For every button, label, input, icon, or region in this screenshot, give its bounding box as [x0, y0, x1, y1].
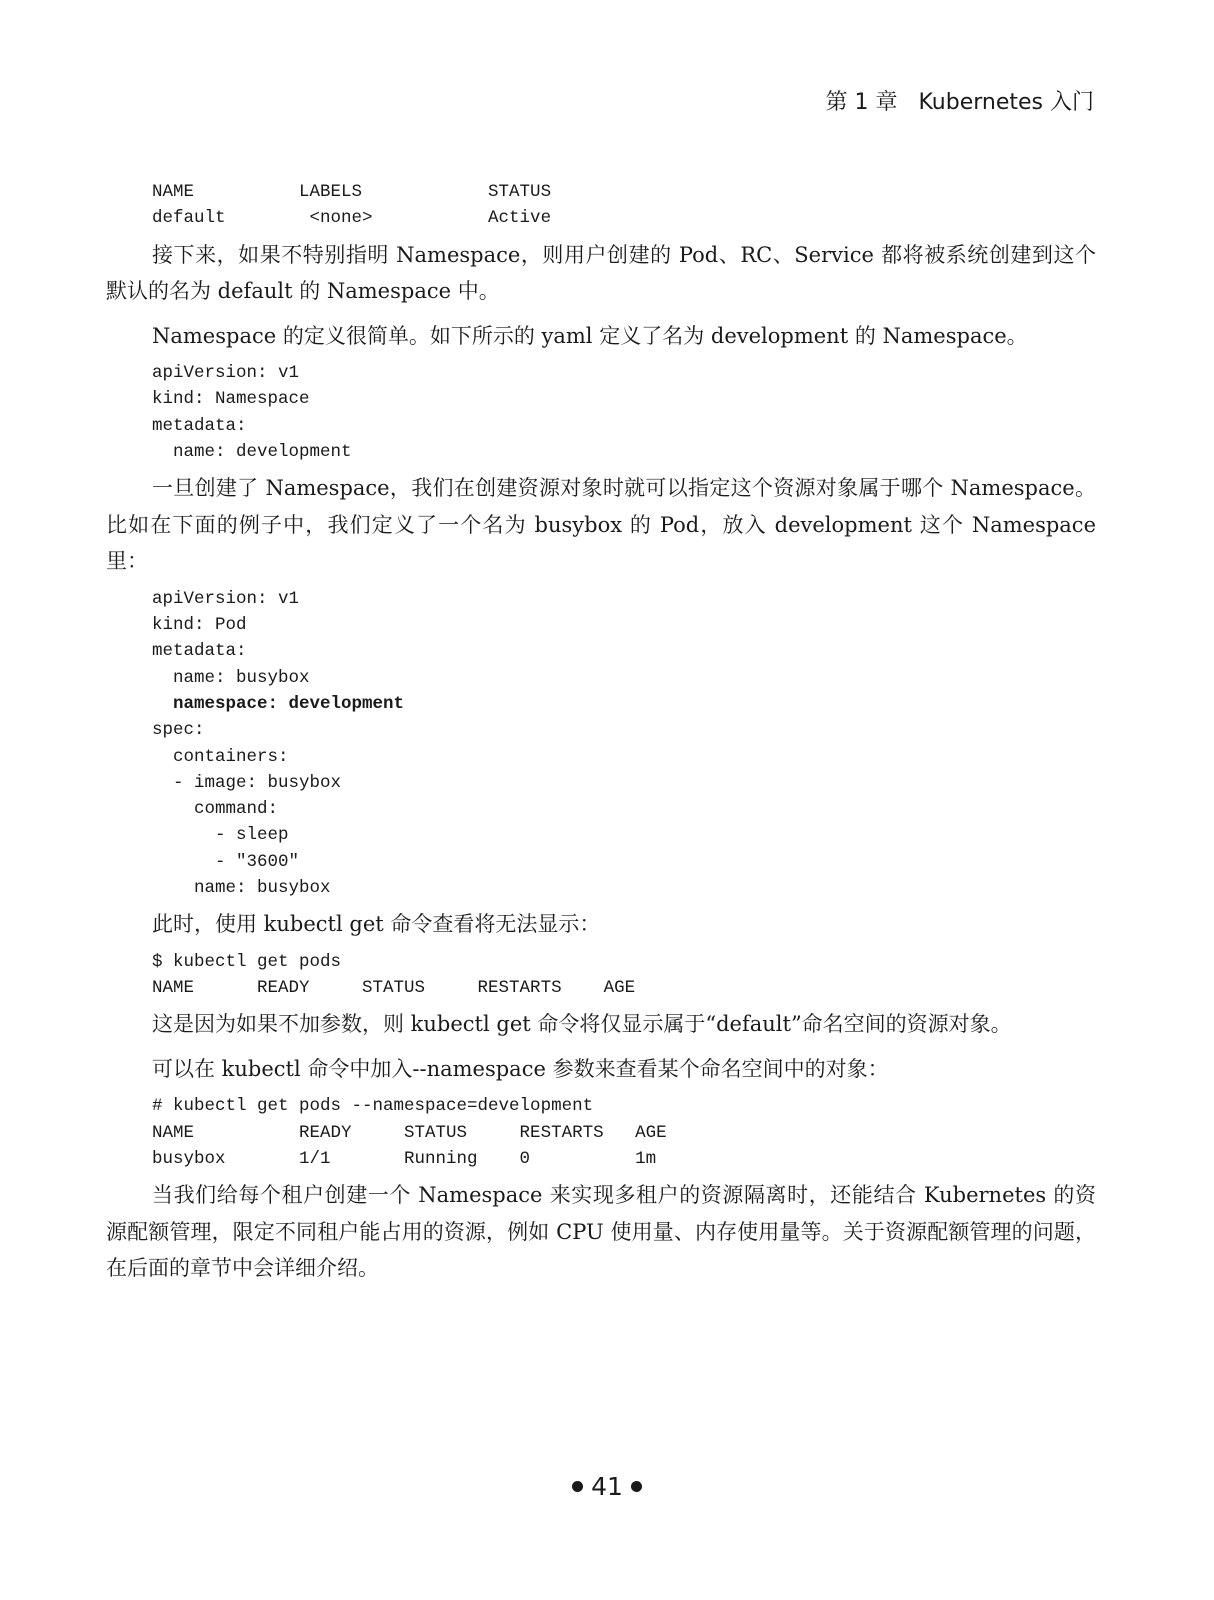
code-line: busybox 1/1 Running 0 1m — [152, 1149, 657, 1170]
code-line: # kubectl get pods --namespace=development — [152, 1096, 594, 1117]
code-line: containers: — [152, 746, 289, 767]
code-line: metadata: — [152, 415, 247, 436]
code-line: default <none> Active — [152, 208, 552, 229]
code-block-namespace-yaml — [106, 360, 1096, 465]
code-line: kind: Namespace — [152, 389, 310, 410]
page-body — [106, 179, 1096, 1287]
paragraph-default-namespace: 接下来，如果不特别指明 Namespace，则用户创建的 Pod、RC、Service 都将被系统创建到这个默认的名为 default 的 Namespace 中。 — [106, 242, 1096, 304]
code-line: NAME READY STATUS RESTARTS AGE — [152, 978, 636, 999]
paragraph-namespace-flag: 可以在 kubectl 命令中加入--namespace 参数来查看某个命名空间中的对象： — [152, 1056, 889, 1081]
code-line: NAME READY STATUS RESTARTS AGE — [152, 1122, 667, 1143]
page-number — [0, 1470, 1214, 1504]
code-line: apiVersion: v1 — [152, 588, 300, 609]
bullet-icon — [572, 1481, 583, 1492]
paragraph-default-only: 这是因为如果不加参数，则 kubectl get 命令将仅显示属于“default”命名空间的资源对象。 — [152, 1012, 1012, 1037]
bullet-icon — [631, 1481, 642, 1492]
running-header — [826, 88, 1095, 118]
code-line: - image: busybox — [152, 772, 342, 793]
code-line: NAME LABELS STATUS — [152, 182, 552, 202]
code-line-highlighted: namespace: development — [152, 693, 405, 714]
code-line: - sleep — [152, 825, 289, 846]
code-block-get-pods — [106, 949, 1096, 1002]
code-block-namespace-list — [106, 179, 1096, 232]
paragraph-namespace-definition: Namespace 的定义很简单。如下所示的 yaml 定义了名为 development 的 Namespace。 — [152, 323, 1028, 348]
code-line: metadata: — [152, 641, 247, 662]
code-line: name: busybox — [152, 667, 310, 688]
code-line: command: — [152, 799, 279, 820]
page-number-text: 41 — [591, 1472, 623, 1501]
code-line: kind: Pod — [152, 615, 247, 636]
code-line: name: busybox — [152, 878, 331, 899]
code-line: name: development — [152, 441, 352, 462]
paragraph-kubectl-get: 此时，使用 kubectl get 命令查看将无法显示： — [152, 912, 601, 937]
code-line: - "3600" — [152, 851, 300, 872]
code-line: apiVersion: v1 — [152, 363, 300, 384]
code-line: spec: — [152, 720, 205, 741]
chapter-number: 第 1 章 — [825, 90, 898, 115]
chapter-title: Kubernetes 入门 — [918, 90, 1094, 115]
paragraph-pod-in-namespace: 一旦创建了 Namespace，我们在创建资源对象时就可以指定这个资源对象属于哪个 Namespace。比如在下面的例子中，我们定义了一个名为 busybox 的 Pod，放入 development 这个 Namespace 里： — [106, 476, 1096, 574]
paragraph-resource-quota: 当我们给每个租户创建一个 Namespace 来实现多租户的资源隔离时，还能结合 Kubernetes 的资源配额管理，限定不同租户能占用的资源，例如 CPU 使用量、内存使用量等。关于资源配额管理的问题，在后面的章节中会详细介绍。 — [106, 1183, 1096, 1281]
code-block-get-pods-namespace — [106, 1093, 1096, 1172]
code-line: $ kubectl get pods — [152, 951, 342, 972]
code-block-pod-yaml — [106, 586, 1096, 902]
